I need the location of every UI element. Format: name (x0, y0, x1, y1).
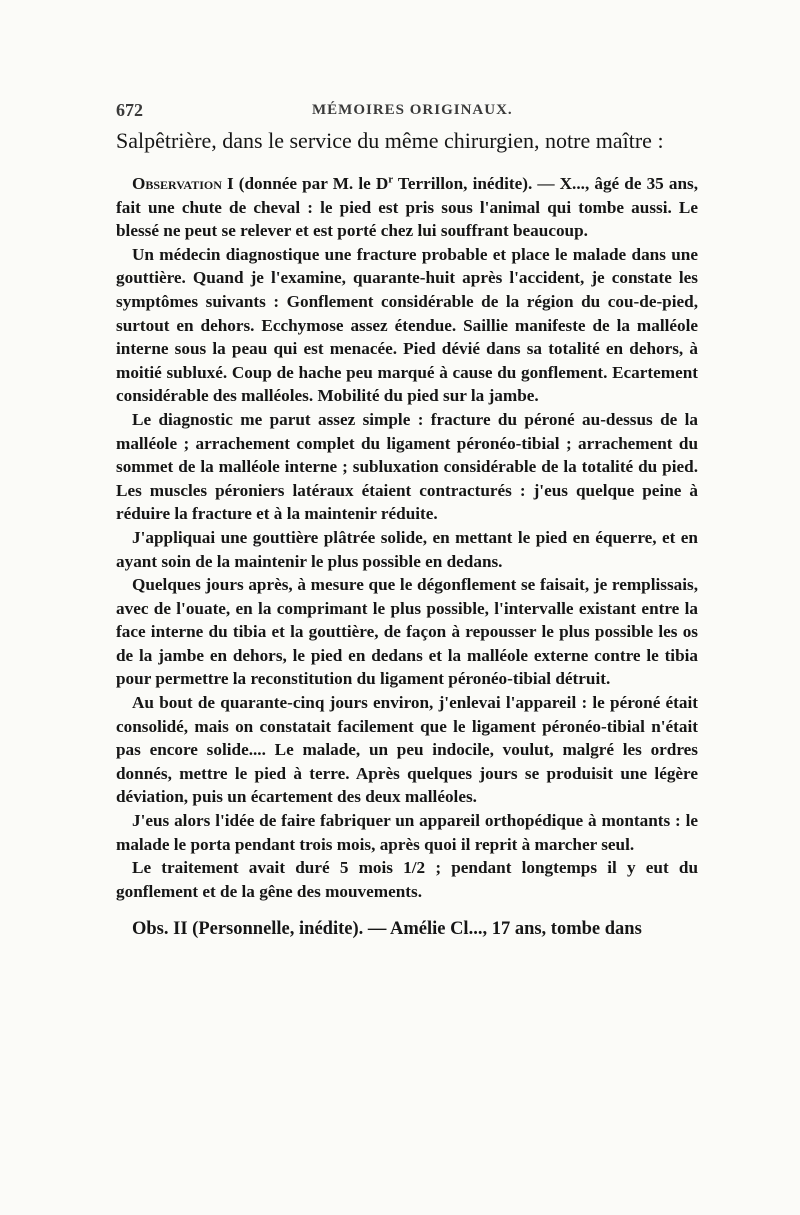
paragraph: J'appliquai une gouttière plâtrée solide, en mettant le pied en équerre, et en ayant soin de la maintenir le plus possible en dedans. (116, 527, 698, 571)
page-header (116, 96, 698, 122)
page-number: 672 (116, 100, 143, 120)
paragraph: Quelques jours après, à mesure que le dégonflement se faisait, je remplissais, avec de l'ouate, en la comprimant le plus possible, l'intervalle existant entre la face interne du tibia et la gouttière, de façon à repousser le plus possible les os de la jambe en dehors, le pied en dedans et la malléole externe contre le tibia pour permettre la reconstitution du ligament péronéo-tibial détruit. (116, 575, 698, 689)
paragraph: J'eus alors l'idée de faire fabriquer un appareil orthopédique à montants : le malade le porta pendant trois mois, après quoi il reprit à marcher seul. (116, 811, 698, 854)
observation-1 (116, 172, 698, 903)
paragraph: Au bout de quarante-cinq jours environ, j'enlevai l'appareil : le péroné était consolidé, mais on constatait facilement que le ligament péronéo-tibial n'était pas encore solide.... Le malade, un peu indocile, voulut, malgré les ordres donnés, mettre le pied à terre. Après quelques jours se produisit une légère déviation, puis un écartement des deux malléoles. (116, 693, 698, 807)
observation-1-intro (116, 172, 698, 243)
book-page (116, 96, 698, 941)
doctor-superscript: r (388, 173, 394, 186)
observation-2-line: Obs. II (Personnelle, inédite). — Amélie Cl..., 17 ans, tombe dans (132, 919, 642, 940)
running-title: MÉMOIRES ORIGINAUX. (312, 102, 513, 118)
paragraph: Le traitement avait duré 5 mois 1/2 ; pendant longtemps il y eut du gonflement et de la gêne des mouvements. (116, 858, 698, 901)
observation-label: Observation (132, 174, 222, 193)
paragraph: Le diagnostic me parut assez simple : fracture du péroné au-dessus de la malléole ; arrachement complet du ligament péronéo-tibial ; arrachement du sommet de la malléole interne ; subluxation considérable de la totalité du pied. Les muscles péroniers latéraux étaient contracturés : j'eus quelque peine à réduire la fracture et à la maintenir réduite. (116, 409, 698, 524)
observation-intro-text-b: Terrillon, inédite). — X..., âgé de 35 ans, fait une chute de cheval : le pied est pris sous l'animal qui tombe aussi. Le blessé ne peut se relever et est porté chez lui souffrant beaucoup. (116, 174, 698, 241)
paragraph: Un médecin diagnostique une fracture probable et place le malade dans une gouttière. Quand je l'examine, quarante-huit après l'accident, je constate les symptômes suivants : Gonflement considérable de la région du cou-de-pied, surtout en dehors. Ecchymose assez étendue. Saillie manifeste de la malléole interne sous la peau qui est menacée. Pied dévié dans sa totalité en dehors, à moitié subluxé. Coup de hache peu marqué à cause du gonflement. Ecartement considérable des malléoles. Mobilité du pied sur la jambe. (116, 244, 698, 406)
lead-line: Salpêtrière, dans le service du même chirurgien, notre maître : (116, 128, 664, 153)
observation-intro-text-a: I (donnée par M. le D (221, 174, 389, 193)
